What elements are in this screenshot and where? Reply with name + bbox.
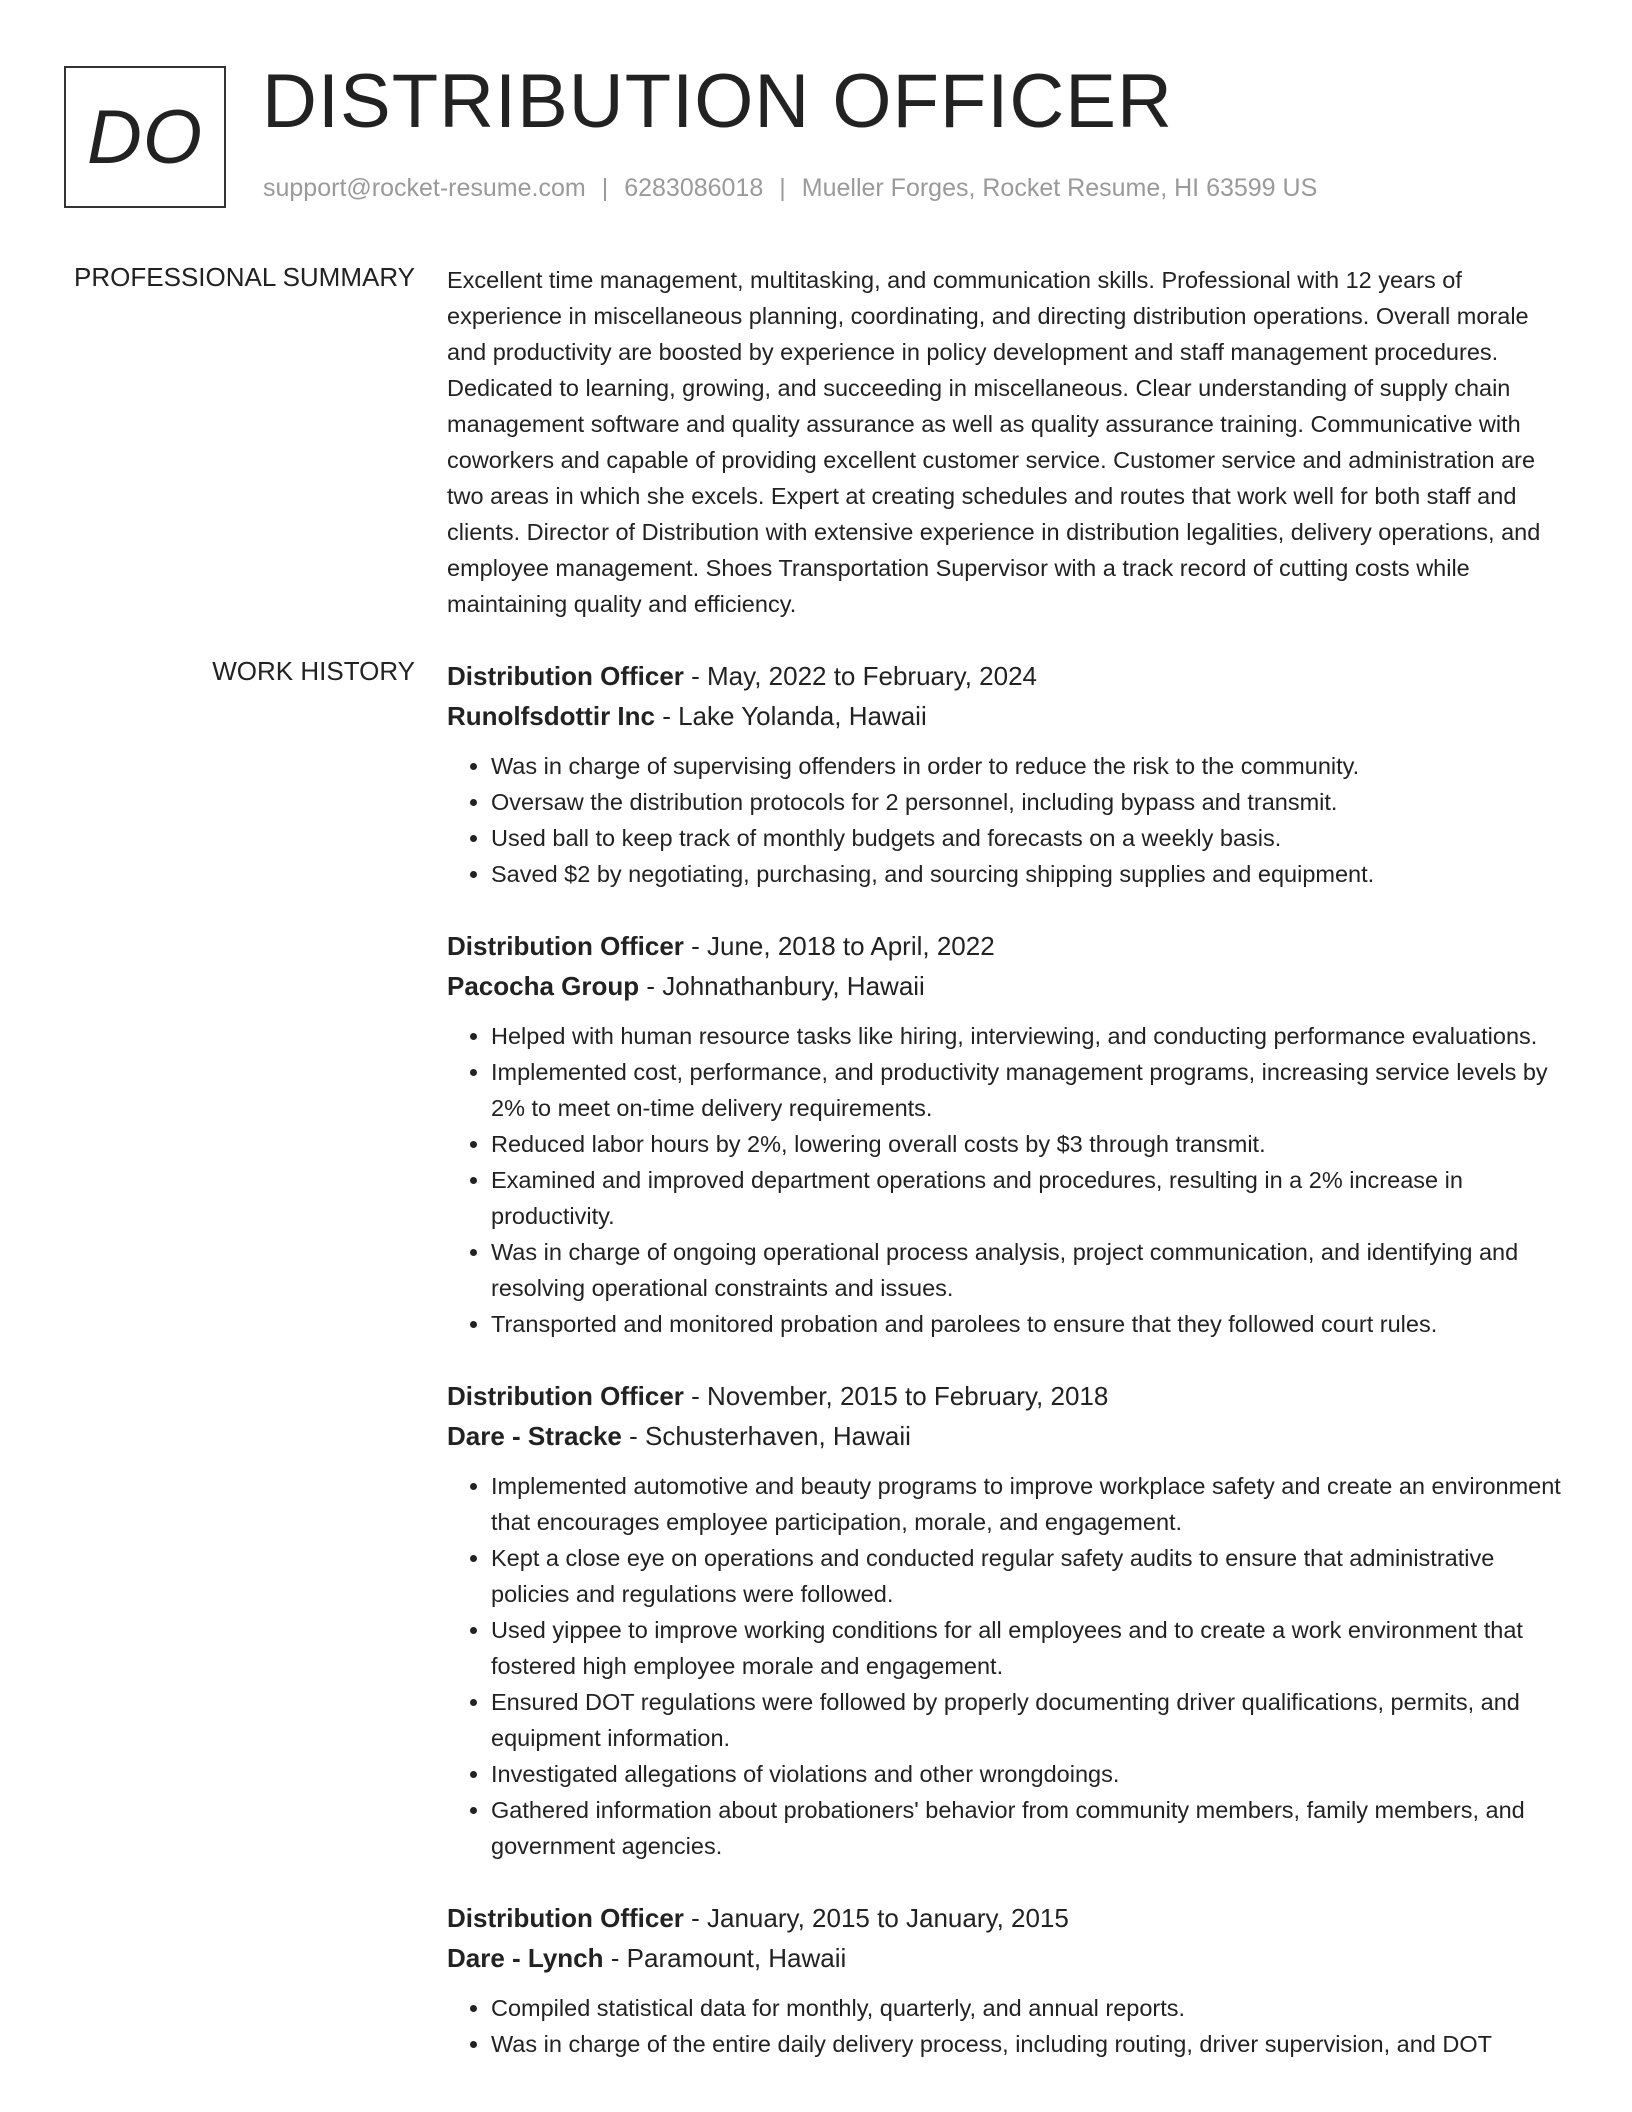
job-title: Distribution Officer	[447, 661, 684, 691]
work-history-label: WORK HISTORY	[212, 656, 415, 686]
contact-email[interactable]: support@rocket-resume.com	[263, 174, 586, 202]
contact-separator: |	[779, 174, 786, 202]
job-bullet-list	[447, 1018, 1572, 1342]
job-bullet: • Used ball to keep track of monthly budgets and forecasts on a weekly basis.	[491, 820, 1572, 856]
job-title-line	[447, 926, 1572, 966]
job-bullet: • Kept a close eye on operations and conducted regular safety audits to ensure that administrative policies and regulations were followed.	[491, 1540, 1572, 1612]
work-history-body	[447, 656, 1572, 2096]
job-title-line	[447, 1898, 1572, 1938]
job-bullet: • Helped with human resource tasks like hiring, interviewing, and conducting performance evaluations.	[491, 1018, 1572, 1054]
job-title: Distribution Officer	[447, 1903, 684, 1933]
job-company: Dare - Lynch	[447, 1943, 604, 1973]
job-title-line	[447, 1376, 1572, 1416]
job-bullet-list	[447, 1990, 1572, 2062]
job-location: - Lake Yolanda, Hawaii	[654, 701, 927, 731]
job-title: Distribution Officer	[447, 931, 684, 961]
job-entry	[447, 1898, 1572, 2062]
job-company: Pacocha Group	[447, 971, 640, 1001]
job-bullet: • Was in charge of ongoing operational process analysis, project communication, and identifying and resolving operational constraints and issues.	[491, 1234, 1572, 1306]
job-entry	[447, 656, 1572, 892]
job-bullet: • Compiled statistical data for monthly, quarterly, and annual reports.	[491, 1990, 1572, 2026]
job-company: Runolfsdottir Inc	[447, 701, 655, 731]
job-bullet: • Ensured DOT regulations were followed by properly documenting driver qualifications, permits, and equipment information.	[491, 1684, 1572, 1756]
job-bullet: • Gathered information about probationers' behavior from community members, family members, and government agencies.	[491, 1792, 1572, 1864]
job-location: - Paramount, Hawaii	[603, 1943, 847, 1973]
job-bullet: • Was in charge of supervising offenders in order to reduce the risk to the community.	[491, 748, 1572, 784]
job-company-line	[447, 696, 1572, 736]
summary-label: PROFESSIONAL SUMMARY	[74, 262, 415, 292]
job-dates: - May, 2022 to February, 2024	[683, 661, 1038, 691]
resume-title: DISTRIBUTION OFFICER	[262, 59, 1173, 144]
job-bullet: • Transported and monitored probation and parolees to ensure that they followed court rules.	[491, 1306, 1572, 1342]
summary-text: Excellent time management, multitasking, and communication skills. Professional with 12 years of experience in miscellaneous planning, coordinating, and directing distribution operations. Overall morale and productivity are boosted by experience in policy development and staff management procedures. Dedicated to learning, growing, and succeeding in miscellaneous. Clear understanding of supply chain management software and quality assurance as well as quality assurance training. Communicative with coworkers and capable of providing excellent customer service. Customer service and administration are two areas in which she excels. Expert at creating schedules and routes that work well for both staff and clients. Director of Distribution with extensive experience in distribution legalities, delivery operations, and employee management. Shoes Transportation Supervisor with a track record of cutting costs while maintaining quality and efficiency.	[447, 267, 1541, 617]
summary-body	[447, 262, 1572, 622]
job-dates: - June, 2018 to April, 2022	[683, 931, 995, 961]
contact-phone[interactable]: 6283086018	[624, 174, 764, 202]
job-entry	[447, 1376, 1572, 1864]
job-bullet: • Implemented automotive and beauty programs to improve workplace safety and create an environment that encourages employee participation, morale, and engagement.	[491, 1468, 1572, 1540]
job-bullet: • Used yippee to improve working conditions for all employees and to create a work environment that fostered high employee morale and engagement.	[491, 1612, 1572, 1684]
job-location: - Schusterhaven, Hawaii	[621, 1421, 911, 1451]
job-company-line	[447, 966, 1572, 1006]
job-dates: - November, 2015 to February, 2018	[683, 1381, 1109, 1411]
job-bullet-list	[447, 748, 1572, 892]
job-location: - Johnathanbury, Hawaii	[639, 971, 925, 1001]
contact-line	[263, 174, 1317, 203]
monogram-box	[64, 66, 226, 208]
monogram-initials: DO	[87, 94, 203, 180]
job-company-line	[447, 1416, 1572, 1456]
job-entry	[447, 926, 1572, 1342]
job-bullet: • Oversaw the distribution protocols for 2 personnel, including bypass and transmit.	[491, 784, 1572, 820]
job-bullet: • Was in charge of the entire daily delivery process, including routing, driver supervision, and DOT	[491, 2026, 1572, 2062]
job-title: Distribution Officer	[447, 1381, 684, 1411]
job-bullet: • Saved $2 by negotiating, purchasing, and sourcing shipping supplies and equipment.	[491, 856, 1572, 892]
job-bullet-list	[447, 1468, 1572, 1864]
job-company: Dare - Stracke	[447, 1421, 622, 1451]
contact-separator: |	[601, 174, 609, 202]
job-bullet: • Investigated allegations of violations and other wrongdoings.	[491, 1756, 1572, 1792]
job-bullet: • Reduced labor hours by 2%, lowering overall costs by $3 through transmit.	[491, 1126, 1572, 1162]
job-dates: - January, 2015 to January, 2015	[683, 1903, 1069, 1933]
job-bullet: • Examined and improved department operations and procedures, resulting in a 2% increase in productivity.	[491, 1162, 1572, 1234]
contact-address: Mueller Forges, Rocket Resume, HI 63599 US	[801, 174, 1318, 202]
job-company-line	[447, 1938, 1572, 1978]
job-title-line	[447, 656, 1572, 696]
job-bullet: • Implemented cost, performance, and productivity management programs, increasing service levels by 2% to meet on-time delivery requirements.	[491, 1054, 1572, 1126]
